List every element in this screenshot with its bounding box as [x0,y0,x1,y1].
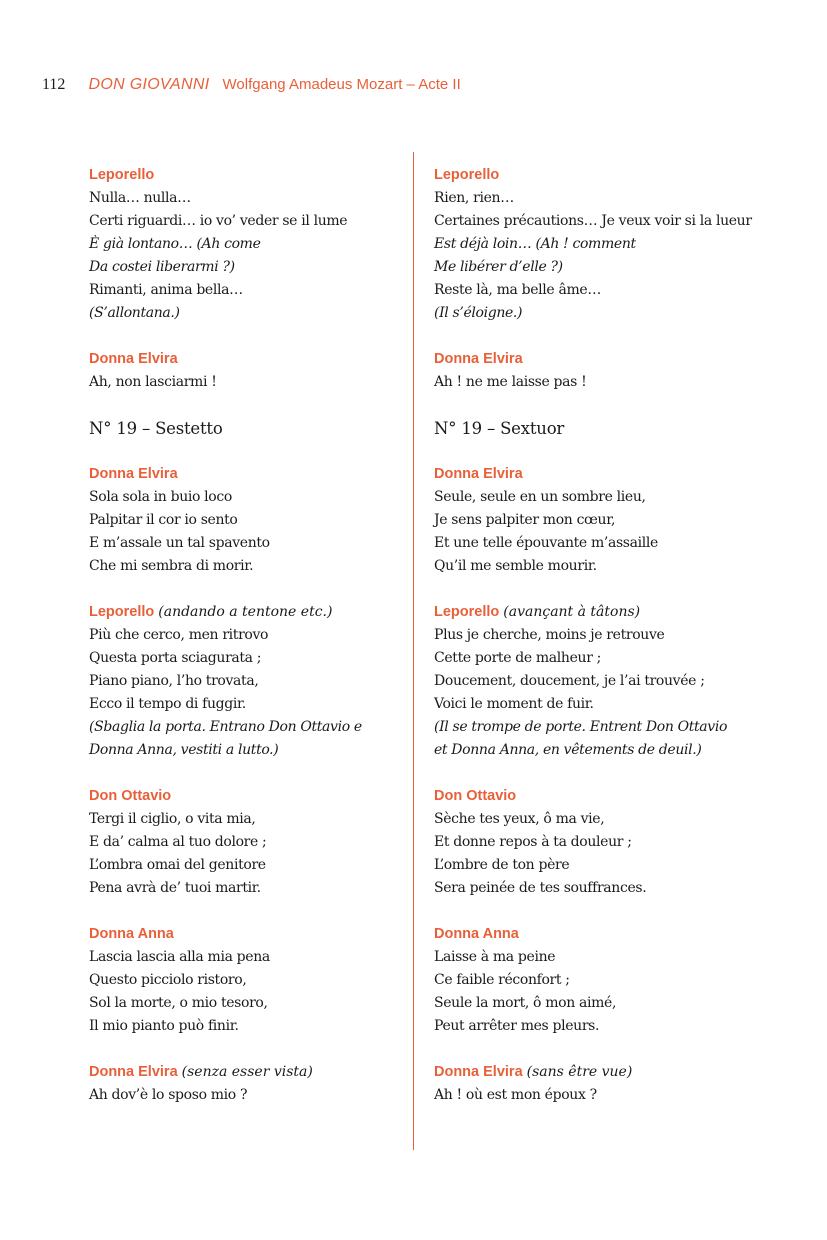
verse-line: Piano piano, l’ho trovata, [89,673,259,689]
verse-line: Questa porta sciagurata ; [89,650,262,666]
verse-block [434,601,764,762]
verse-block [434,348,764,394]
verse-block [434,785,764,900]
verse-line: Reste là, ma belle âme… [434,282,601,298]
verse-line: L’ombre de ton père [434,857,570,873]
stage-direction: (sans être vue) [526,1064,633,1080]
verse-line: Laisse à ma peine [434,949,556,965]
verse-line: Et une telle épouvante m’assaille [434,535,658,551]
verse-line: Ah ! où est mon époux ? [434,1087,597,1103]
speaker-name: Donna Elvira [434,351,523,367]
verse-line: E da’ calma al tuo dolore ; [89,834,267,850]
verse-line: Seule, seule en un sombre lieu, [434,489,646,505]
speaker-label: Leporello [89,604,155,620]
speaker-name [434,1061,764,1084]
stage-direction: Donna Anna, vestiti a lutto.) [89,742,279,758]
speaker-name: Donna Elvira [89,466,178,482]
verse-line: Lascia lascia alla mia pena [89,949,270,965]
italian-column [89,164,409,1130]
stage-direction: (Il se trompe de porte. Entrent Don Ottavio [434,719,728,735]
speaker-name: Donna Anna [434,926,519,942]
verse-line: Certi riguardi… io vo’ veder se il lume [89,213,348,229]
speaker-label: Donna Elvira [434,1064,523,1080]
stage-direction: (senza esser vista) [181,1064,313,1080]
verse-line: Rimanti, anima bella… [89,282,243,298]
verse-line: Et donne repos à ta douleur ; [434,834,632,850]
composer-act: Wolfgang Amadeus Mozart – Acte II [222,76,461,93]
verse-line: Est déjà loin… (Ah ! comment [434,236,636,252]
verse-line: Seule la mort, ô mon aimé, [434,995,617,1011]
verse-line: L’ombra omai del genitore [89,857,266,873]
verse-line: È già lontano… (Ah come [89,236,261,252]
verse-line: Qu’il me semble mourir. [434,558,597,574]
verse-line: Nulla… nulla… [89,190,191,206]
stage-direction: (Il s’éloigne.) [434,305,523,321]
speaker-name [434,601,764,624]
speaker-name: Don Ottavio [89,788,172,804]
verse-line: Doucement, doucement, je l’ai trouvée ; [434,673,705,689]
verse-line: Da costei liberarmi ?) [89,259,235,275]
verse-line: Più che cerco, men ritrovo [89,627,269,643]
speaker-name: Donna Elvira [89,351,178,367]
verse-line: Certaines précautions… Je veux voir si la lueur [434,213,752,229]
speaker-name: Leporello [89,167,155,183]
verse-line: Sera peinée de tes souffrances. [434,880,647,896]
verse-line: Ecco il tempo di fuggir. [89,696,246,712]
verse-line: Ah, non lasciarmi ! [89,374,217,390]
verse-line: Tergi il ciglio, o vita mia, [89,811,256,827]
verse-block [434,1061,764,1107]
speaker-name [89,601,409,624]
verse-line: Sol la morte, o mio tesoro, [89,995,268,1011]
verse-line: Pena avrà de’ tuoi martir. [89,880,261,896]
verse-block [89,785,409,900]
verse-block [89,601,409,762]
speaker-label: Donna Elvira [89,1064,178,1080]
verse-line: Me libérer d’elle ?) [434,259,563,275]
column-divider [413,152,414,1150]
number-heading: N° 19 – Sextuor [434,419,565,438]
verse-line: Questo picciolo ristoro, [89,972,247,988]
verse-block [89,1061,409,1107]
verse-line: Rien, rien… [434,190,514,206]
verse-line: Voici le moment de fuir. [434,696,594,712]
stage-direction: (Sbaglia la porta. Entrano Don Ottavio e [89,719,362,735]
verse-line: Cette porte de malheur ; [434,650,602,666]
speaker-name: Don Ottavio [434,788,517,804]
stage-direction: (S’allontana.) [89,305,180,321]
verse-block [89,923,409,1038]
verse-block [89,348,409,394]
verse-line: Plus je cherche, moins je retrouve [434,627,665,643]
speaker-name: Leporello [434,167,500,183]
stage-direction: (andando a tentone etc.) [158,604,333,620]
speaker-label: Leporello [434,604,500,620]
stage-direction: et Donna Anna, en vêtements de deuil.) [434,742,702,758]
verse-block [89,164,409,325]
verse-line: Sèche tes yeux, ô ma vie, [434,811,605,827]
french-column [434,164,764,1130]
verse-line: Ah ! ne me laisse pas ! [434,374,587,390]
verse-block [434,923,764,1038]
speaker-name: Donna Elvira [434,466,523,482]
verse-line: Sola sola in buio loco [89,489,232,505]
verse-line: Palpitar il cor io sento [89,512,238,528]
opera-title: DON GIOVANNI [88,76,210,93]
page-number: 112 [42,76,66,93]
verse-line: Ce faible réconfort ; [434,972,570,988]
verse-block [89,463,409,578]
verse-line: Peut arrêter mes pleurs. [434,1018,600,1034]
speaker-name: Donna Anna [89,926,174,942]
verse-line: Che mi sembra di morir. [89,558,254,574]
verse-block [434,164,764,325]
speaker-name [89,1061,409,1084]
verse-line: Je sens palpiter mon cœur, [434,512,616,528]
verse-line: E m’assale un tal spavento [89,535,270,551]
verse-block [434,463,764,578]
running-header [42,74,461,94]
number-heading: N° 19 – Sestetto [89,419,223,438]
verse-line: Il mio pianto può finir. [89,1018,239,1034]
stage-direction: (avançant à tâtons) [503,604,641,620]
verse-line: Ah dov’è lo sposo mio ? [89,1087,248,1103]
